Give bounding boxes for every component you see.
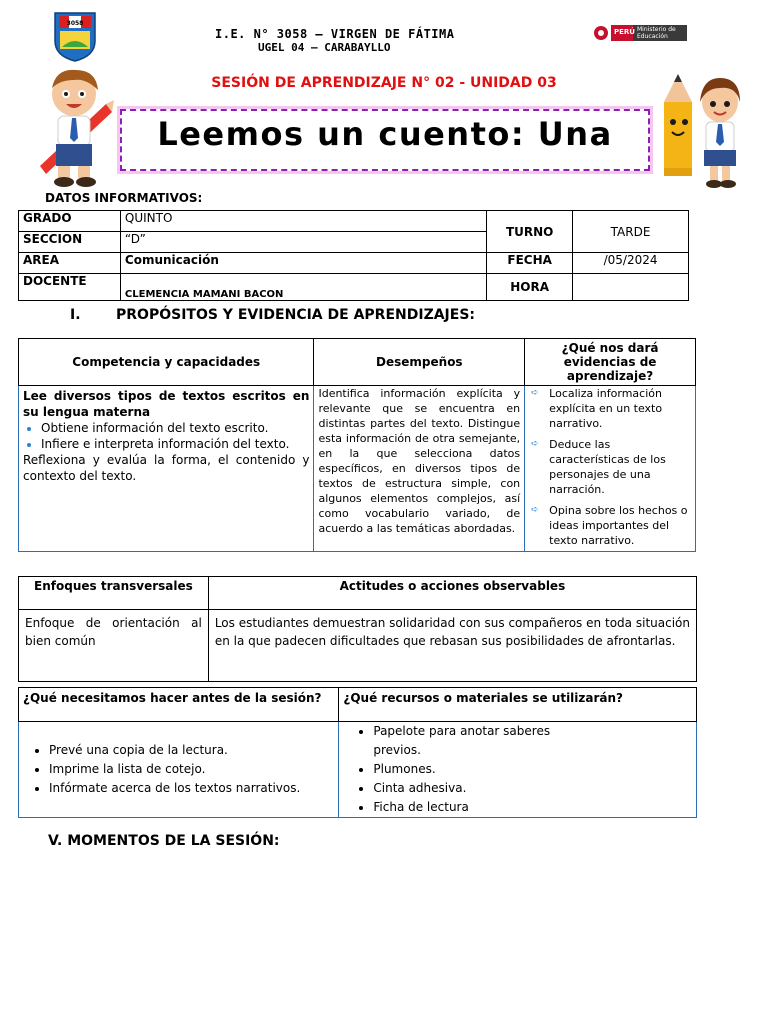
logo-text: 3058 (66, 20, 84, 27)
lesson-title: Leemos un cuento: Una (157, 115, 613, 153)
school-logo (52, 11, 98, 63)
arrow-bullet-icon: ➪ (531, 388, 539, 398)
recursos-list (343, 722, 576, 817)
hora-value (573, 274, 689, 301)
capacidad-item: • Infiere e interpreta información del texto. (41, 436, 309, 452)
section-5-heading: V. MOMENTOS DE LA SESIÓN: (48, 833, 280, 849)
section-1-title: PROPÓSITOS Y EVIDENCIA DE APRENDIZAJES: (116, 307, 476, 323)
capacidades-list (23, 420, 309, 452)
grado-label: GRADO (19, 211, 121, 232)
recurso-item: • Plumones. (373, 760, 576, 779)
ugel-name: UGEL 04 – CARABAYLLO (258, 41, 391, 54)
header-desempenos: Desempeños (314, 339, 525, 386)
docente-label: DOCENTE (19, 274, 121, 301)
section-1-number: I. (70, 307, 81, 323)
evidencias-list (529, 386, 691, 548)
recurso-item: • Cinta adhesiva. (373, 779, 576, 798)
seccion-value: “D” (120, 232, 486, 253)
minedu-label: Ministerio de Educación (637, 26, 676, 40)
datos-table (18, 210, 689, 301)
header-recursos: ¿Qué recursos o materiales se utilizarán? (339, 688, 697, 722)
area-value: Comunicación (120, 253, 486, 274)
grado-value: QUINTO (120, 211, 486, 232)
antes-item: • Imprime la lista de cotejo. (49, 760, 334, 779)
section-1-heading (70, 307, 475, 323)
header-competencia: Competencia y capacidades (19, 339, 314, 386)
header-antes-sesion: ¿Qué necesitamos hacer antes de la sesión? (19, 688, 339, 722)
desempeno-text: Identifica información explícita y relevante que se encuentra en distintas partes del texto. Distingue esta información de otra semejante, en la que selecciona datos específicos, en diversos tipos de textos de estructura simple, con algunos elementos complejos, así como vocabulario variado, de acuerdo a las temáticas abordadas. (314, 386, 525, 552)
turno-value: TARDE (573, 211, 689, 253)
evidencia-item: ➪ Deduce las características de los personajes de una narración. (531, 438, 666, 496)
minedu-peru-text: PERÚ (614, 28, 635, 36)
enfoques-table (18, 576, 697, 682)
hora-label: HORA (487, 274, 573, 301)
lesson-title-box (120, 109, 650, 171)
actitud-text: Los estudiantes demuestran solidaridad con sus compañeros en toda situación en la que padecen dificultades que rebasan sus posibilidades de afrontarlas. (208, 610, 696, 682)
antes-item: • Infórmate acerca de los textos narrativos. (49, 779, 334, 798)
docente-value: CLEMENCIA MAMANI BACON (120, 274, 486, 301)
enfoque-text: Enfoque de orientación al bien común (19, 610, 209, 682)
antes-item: • Prevé una copia de la lectura. (49, 741, 334, 760)
seccion-label: SECCION (19, 232, 121, 253)
recurso-item: • Papelote para anotar saberes previos. (373, 722, 576, 760)
header-evidencias: ¿Qué nos dará evidencias de aprendizaje? (525, 339, 696, 386)
capacidad-reflexiona: Reflexiona y evalúa la forma, el contenido y contexto del texto. (23, 453, 310, 483)
header-enfoques: Enfoques transversales (19, 577, 209, 610)
fecha-label: FECHA (487, 253, 573, 274)
evidencia-item: ➪ Opina sobre los hechos o ideas importantes del texto narrativo. (531, 504, 688, 547)
header-actitudes: Actitudes o acciones observables (208, 577, 696, 610)
session-title: SESIÓN DE APRENDIZAJE N° 02 - UNIDAD 03 (211, 75, 557, 91)
recurso-item: • Ficha de lectura (373, 798, 576, 817)
school-name: I.E. N° 3058 – VIRGEN DE FÁTIMA (215, 27, 455, 41)
area-label: AREA (19, 253, 121, 274)
arrow-bullet-icon: ➪ (531, 505, 539, 515)
arrow-bullet-icon: ➪ (531, 439, 539, 449)
minedu-logo (593, 23, 687, 43)
capacidad-item: • Obtiene información del texto escrito. (41, 420, 309, 436)
preparacion-table (18, 687, 697, 818)
evidencia-item: ➪ Localiza información explícita en un texto narrativo. (531, 387, 663, 430)
datos-informativos-label: DATOS INFORMATIVOS: (45, 191, 203, 205)
antes-list (23, 741, 334, 798)
turno-label: TURNO (487, 211, 573, 253)
competencia-title: Lee diversos tipos de textos escritos en su lengua materna (23, 389, 310, 419)
competencias-table (18, 338, 696, 552)
fecha-value: /05/2024 (573, 253, 689, 274)
